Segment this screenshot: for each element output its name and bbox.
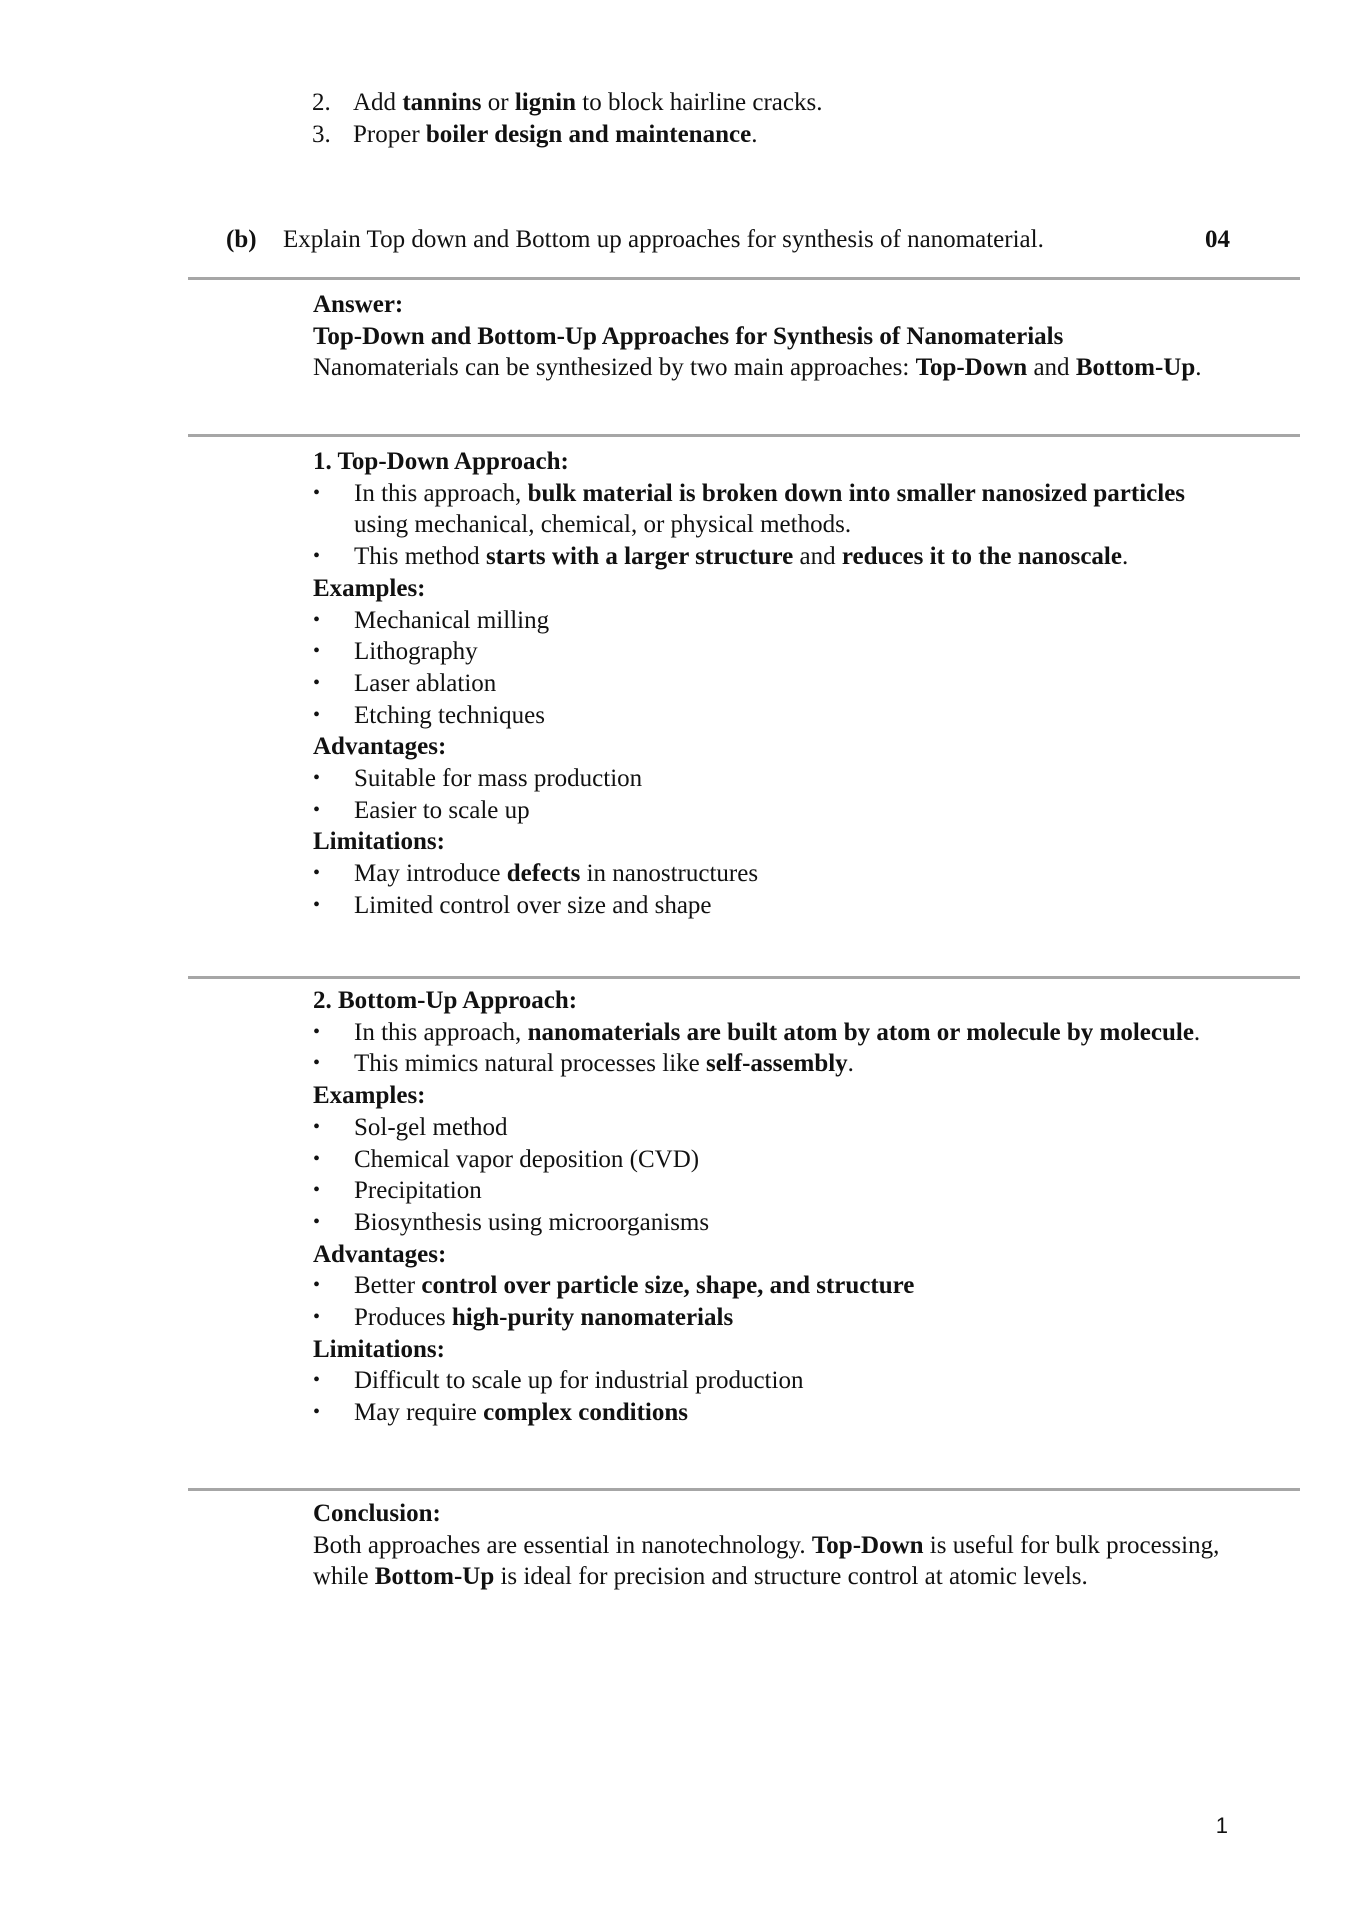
list-item-3: 3. Proper boiler design and maintenance. xyxy=(312,121,758,148)
list-item: • Easier to scale up xyxy=(313,795,1233,827)
advantages-list xyxy=(313,1270,1233,1333)
examples-list xyxy=(313,1112,1233,1239)
examples-heading: Examples: xyxy=(313,1082,426,1110)
question-marks: 04 xyxy=(1205,226,1230,253)
list-item: • Laser ablation xyxy=(313,668,1233,700)
divider xyxy=(188,976,1300,979)
top-down-section xyxy=(313,446,1233,922)
list-item: • Suitable for mass production xyxy=(313,763,1233,795)
list-item-2: 2. Add tannins or lignin to block hairline cracks. xyxy=(312,89,823,116)
limitations-list xyxy=(313,1365,1233,1428)
divider xyxy=(188,434,1300,437)
divider xyxy=(188,1488,1300,1491)
advantages-list xyxy=(313,763,1233,826)
advantages-heading: Advantages: xyxy=(313,733,447,761)
list-item: • Chemical vapor deposition (CVD) xyxy=(313,1144,1233,1176)
list-item: • Limited control over size and shape xyxy=(313,890,1233,922)
bottom-up-section xyxy=(313,985,1233,1429)
list-item: • This mimics natural processes like self-assembly. xyxy=(313,1048,1233,1080)
conclusion-section xyxy=(313,1498,1233,1593)
divider xyxy=(188,277,1300,280)
list-item: • Sol-gel method xyxy=(313,1112,1233,1144)
points-list xyxy=(313,478,1233,573)
list-item: • Better control over particle size, shape, and structure xyxy=(313,1270,1233,1302)
list-item: • This method starts with a larger structure and reduces it to the nanoscale. xyxy=(313,541,1233,573)
answer-heading: Answer: xyxy=(313,291,404,318)
list-item: • Biosynthesis using microorganisms xyxy=(313,1207,1233,1239)
question-label: (b) xyxy=(226,226,257,253)
answer-intro xyxy=(313,289,1233,384)
list-item: • May require complex conditions xyxy=(313,1397,1233,1429)
list-item: • May introduce defects in nanostructures xyxy=(313,858,1233,890)
page-number: 1 xyxy=(1215,1813,1228,1838)
answer-intro-text: Nanomaterials can be synthesized by two main approaches: Top-Down and Bottom-Up. xyxy=(313,354,1202,382)
list-item: • Produces high-purity nanomaterials xyxy=(313,1302,1233,1334)
examples-heading: Examples: xyxy=(313,574,426,602)
list-item: • Mechanical milling xyxy=(313,605,1233,637)
limitations-heading: Limitations: xyxy=(313,828,445,856)
list-item: • In this approach, nanomaterials are built atom by atom or molecule by molecule. xyxy=(313,1017,1233,1049)
list-item: • Precipitation xyxy=(313,1175,1233,1207)
points-list xyxy=(313,1017,1233,1080)
section-heading: 2. Bottom-Up Approach: xyxy=(313,987,578,1014)
answer-title: Top-Down and Bottom-Up Approaches for Synthesis of Nanomaterials xyxy=(313,322,1064,350)
list-item: • In this approach, bulk material is broken down into smaller nanosized particles using mechanical, chemical, or physical methods. xyxy=(313,478,1233,541)
limitations-heading: Limitations: xyxy=(313,1335,445,1363)
limitations-list xyxy=(313,858,1233,921)
list-item: • Difficult to scale up for industrial production xyxy=(313,1365,1233,1397)
list-item: • Etching techniques xyxy=(313,700,1233,732)
conclusion-heading: Conclusion: xyxy=(313,1500,441,1527)
list-item: • Lithography xyxy=(313,636,1233,668)
question-text: Explain Top down and Bottom up approaches for synthesis of nanomaterial. xyxy=(283,226,1044,253)
advantages-heading: Advantages: xyxy=(313,1240,447,1268)
examples-list xyxy=(313,605,1233,732)
conclusion-text: Both approaches are essential in nanotechnology. Top-Down is useful for bulk processing, while Bottom-Up is ideal for precision and structure control at atomic levels. xyxy=(313,1531,1220,1591)
section-heading: 1. Top-Down Approach: xyxy=(313,448,569,475)
